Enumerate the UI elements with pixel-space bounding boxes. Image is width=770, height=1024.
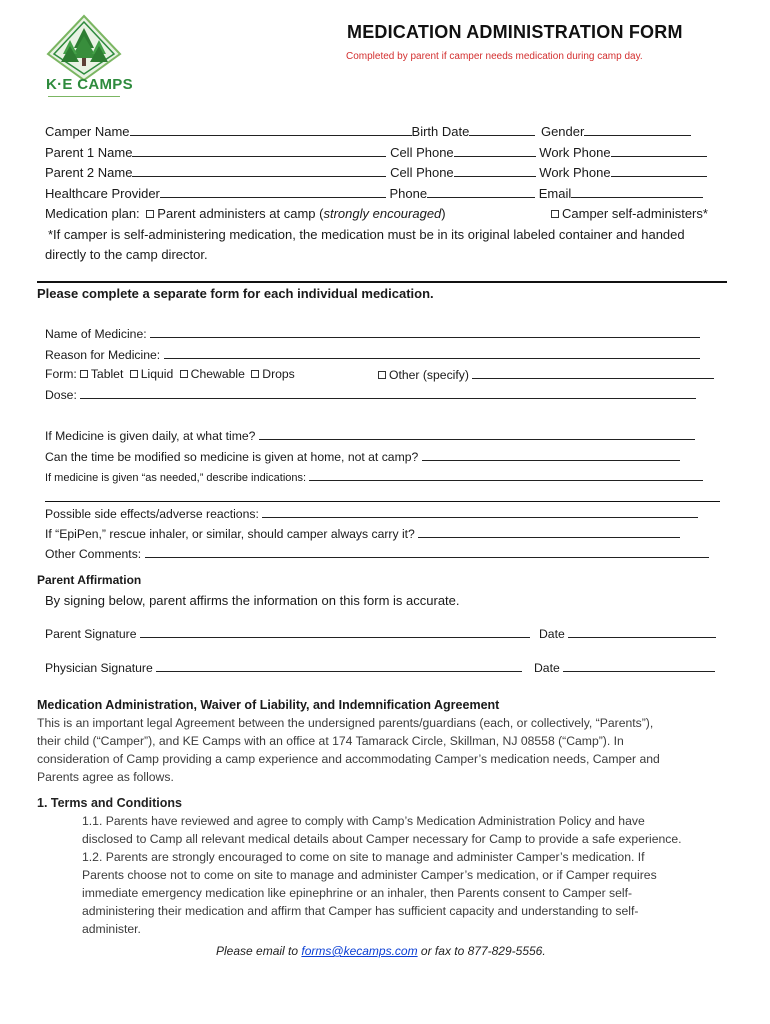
physician-signature-label: Physician Signature: [45, 661, 153, 675]
medicine-reason-row: [45, 347, 700, 362]
plan-self-checkbox[interactable]: [551, 210, 559, 218]
plan-self-option: [548, 206, 708, 221]
daily-row: [45, 428, 695, 443]
agreement-title: Medication Administration, Waiver of Liability, and Indemnification Agreement: [37, 698, 500, 712]
birth-date-label: Birth Date: [411, 124, 470, 139]
parent2-cell-field[interactable]: [454, 165, 536, 177]
parent1-cell-field[interactable]: [454, 145, 536, 157]
modified-row: [45, 449, 680, 464]
medicine-reason-label: Reason for Medicine:: [45, 348, 161, 362]
other-checkbox[interactable]: [378, 371, 386, 379]
liquid-label: Liquid: [140, 367, 174, 381]
intro-line: their child (“Camper”), and KE Camps with an office at 174 Tamarack Circle, Skillman, NJ 08558 (“Camp”). In: [37, 734, 624, 748]
parent1-work-label: Work Phone: [539, 145, 611, 160]
physician-signature-field[interactable]: [156, 660, 522, 672]
medicine-other-row: [375, 367, 714, 382]
parent2-row: [45, 165, 707, 180]
daily-field[interactable]: [259, 428, 695, 440]
plan-parent-checkbox[interactable]: [146, 210, 154, 218]
parent-signature-row: [45, 626, 530, 641]
plan-self-label: Camper self-administers*: [562, 206, 708, 221]
footer-suffix: or fax to 877-829-5556.: [417, 944, 546, 958]
email-label: Email: [538, 186, 572, 201]
camper-name-label: Camper Name: [45, 124, 130, 139]
phone-label: Phone: [389, 186, 428, 201]
camper-name-field[interactable]: [130, 124, 412, 136]
medication-plan-row: [45, 206, 446, 221]
chewable-checkbox[interactable]: [180, 370, 188, 378]
section1-line: administering their medication and affirm that Camper has sufficient capacity and understanding to self-: [82, 904, 639, 918]
other-comments-field[interactable]: [145, 546, 709, 558]
healthcare-provider-field[interactable]: [160, 186, 386, 198]
drops-label: Drops: [262, 367, 295, 381]
parent1-name-field[interactable]: [132, 145, 386, 157]
as-needed-line-2[interactable]: [45, 501, 720, 502]
chewable-label: Chewable: [190, 367, 245, 381]
phone-field[interactable]: [427, 186, 535, 198]
parent2-name-field[interactable]: [132, 165, 386, 177]
medicine-name-field[interactable]: [150, 326, 700, 338]
other-label: Other (specify): [389, 368, 469, 382]
parent-date-label: Date: [539, 627, 565, 641]
modified-label: Can the time be modified so medicine is given at home, not at camp?: [45, 450, 419, 464]
parent-signature-label: Parent Signature: [45, 627, 137, 641]
tablet-label: Tablet: [90, 367, 124, 381]
parent2-work-label: Work Phone: [539, 165, 611, 180]
section1-line: disclosed to Camp all relevant medical details about Camper necessary for Camp to provide a safe experience.: [82, 832, 682, 846]
physician-date-field[interactable]: [563, 660, 715, 672]
footer-email-link[interactable]: forms@kecamps.com: [301, 944, 418, 958]
physician-date-label: Date: [534, 661, 560, 675]
parent2-cell-label: Cell Phone: [390, 165, 454, 180]
logo-text: K·E CAMPS: [46, 76, 133, 93]
section1-line: Parents choose not to come on site to manage and administer Camper’s medication, or if Camper requires: [82, 868, 657, 882]
side-effects-row: [45, 506, 698, 521]
drops-checkbox[interactable]: [251, 370, 259, 378]
side-effects-label: Possible side effects/adverse reactions:: [45, 507, 259, 521]
epipen-label: If “EpiPen,” rescue inhaler, or similar, should camper always carry it?: [45, 527, 415, 541]
form-label: Form:: [45, 367, 77, 381]
modified-field[interactable]: [422, 449, 680, 461]
form-title: MEDICATION ADMINISTRATION FORM: [347, 22, 683, 42]
dose-field[interactable]: [80, 387, 696, 399]
email-field[interactable]: [571, 186, 703, 198]
parent1-name-label: Parent 1 Name: [45, 145, 133, 160]
healthcare-row: [45, 186, 703, 201]
birth-date-field[interactable]: [469, 124, 535, 136]
plan-parent-label: Parent administers at camp (: [157, 206, 324, 221]
parent-date-field[interactable]: [568, 626, 716, 638]
section1-line: 1.1. Parents have reviewed and agree to comply with Camp’s Medication Administration Policy and have: [82, 814, 645, 828]
other-comments-label: Other Comments:: [45, 547, 142, 561]
section1-line: administer.: [82, 922, 141, 936]
medicine-name-row: [45, 326, 700, 341]
affirmation-text: By signing below, parent affirms the information on this form is accurate.: [45, 593, 460, 608]
camper-row: [45, 124, 691, 139]
logo: [44, 14, 133, 104]
healthcare-provider-label: Healthcare Provider: [45, 186, 160, 201]
intro-line: consideration of Camp providing a camp experience and accommodating Camper’s medication needs, Camper and: [37, 752, 660, 766]
tablet-checkbox[interactable]: [80, 370, 88, 378]
gender-label: Gender: [540, 124, 585, 139]
parent2-work-field[interactable]: [611, 165, 707, 177]
self-admin-note-2: directly to the camp director.: [45, 247, 208, 262]
parent1-row: [45, 145, 707, 160]
intro-line: This is an important legal Agreement between the undersigned parents/guardians (each, or collectively, “Parents”),: [37, 716, 654, 730]
medicine-reason-field[interactable]: [164, 347, 700, 359]
side-effects-field[interactable]: [262, 506, 698, 518]
parent1-cell-label: Cell Phone: [390, 145, 454, 160]
as-needed-field[interactable]: [309, 469, 703, 481]
epipen-row: [45, 526, 680, 541]
self-admin-note-1: *If camper is self-administering medication, the medication must be in its original labeled container and handed: [48, 227, 685, 242]
other-field[interactable]: [472, 367, 714, 379]
liquid-checkbox[interactable]: [130, 370, 138, 378]
parent-date-row: [539, 626, 716, 641]
footer-prefix: Please email to: [216, 944, 302, 958]
medicine-form-row: [45, 367, 295, 381]
footer-note: [216, 944, 546, 958]
epipen-field[interactable]: [418, 526, 680, 538]
as-needed-row: [45, 469, 703, 484]
section1-line: 1.2. Parents are strongly encouraged to come on site to manage and administer Camper’s medication. If: [82, 850, 645, 864]
ke-camps-logo-icon: [44, 14, 124, 82]
as-needed-label: If medicine is given “as needed,” describe indications:: [45, 472, 307, 484]
dose-label: Dose:: [45, 388, 77, 402]
affirmation-title: Parent Affirmation: [37, 573, 142, 587]
section1-line: immediate emergency medication like epinephrine or an inhaler, then Parents consent to Camper self-: [82, 886, 633, 900]
plan-parent-close: ): [441, 206, 446, 221]
section1-title: 1. Terms and Conditions: [37, 796, 182, 810]
form-subtitle: Completed by parent if camper needs medication during camp day.: [346, 51, 643, 62]
dose-row: [45, 387, 696, 402]
parent2-name-label: Parent 2 Name: [45, 165, 133, 180]
medicine-name-label: Name of Medicine:: [45, 327, 147, 341]
parent1-work-field[interactable]: [611, 145, 707, 157]
separate-form-heading: Please complete a separate form for each individual medication.: [37, 286, 434, 301]
section-divider: [37, 281, 727, 283]
logo-underline: [48, 96, 120, 97]
physician-date-row: [534, 660, 715, 675]
parent-signature-field[interactable]: [140, 626, 530, 638]
agreement-intro: [37, 714, 660, 786]
other-comments-row: [45, 546, 709, 561]
section1-body: [82, 812, 682, 938]
physician-signature-row: [45, 660, 522, 675]
plan-parent-emphasis: strongly encouraged: [323, 206, 442, 221]
gender-field[interactable]: [584, 124, 691, 136]
medication-plan-label: Medication plan:: [45, 206, 140, 221]
intro-line: Parents agree as follows.: [37, 770, 174, 784]
daily-label: If Medicine is given daily, at what time?: [45, 429, 256, 443]
